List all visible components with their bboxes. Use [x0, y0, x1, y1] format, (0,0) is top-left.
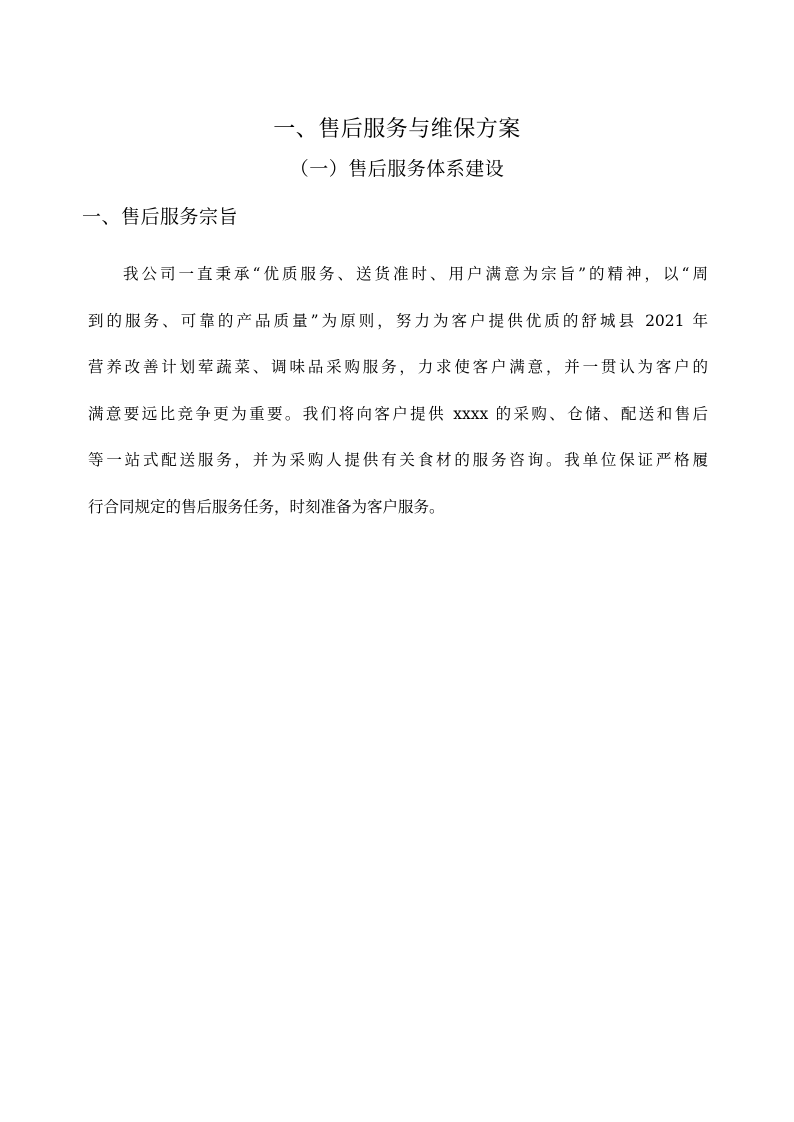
- paragraph-line: 我公司一直秉承“优质服务、送货准时、用户满意为宗旨”的精神，以“周: [123, 265, 708, 283]
- body-paragraph: [88, 251, 708, 530]
- paragraph-line: 满意要远比竞争更为重要。我们将向客户提供 xxxx 的采购、仓储、配送和售后: [88, 404, 708, 423]
- section-heading: 一、售后服务宗旨: [82, 206, 239, 228]
- paragraph-line: 营养改善计划荤蔬菜、调味品采购服务，力求使客户满意，并一贯认为客户的: [88, 358, 708, 376]
- paragraph-line: 到的服务、可靠的产品质量”为原则，努力为客户提供优质的舒城县 2021 年: [88, 311, 708, 330]
- paragraph-line: 等一站式配送服务，并为采购人提供有关食材的服务咨询。我单位保证严格履: [88, 451, 708, 469]
- paragraph-line: 行合同规定的售后服务任务，时刻准备为客户服务。: [88, 497, 445, 516]
- document-subtitle: （一）售后服务体系建设: [289, 158, 505, 180]
- document-title: 一、售后服务与维保方案: [273, 117, 521, 142]
